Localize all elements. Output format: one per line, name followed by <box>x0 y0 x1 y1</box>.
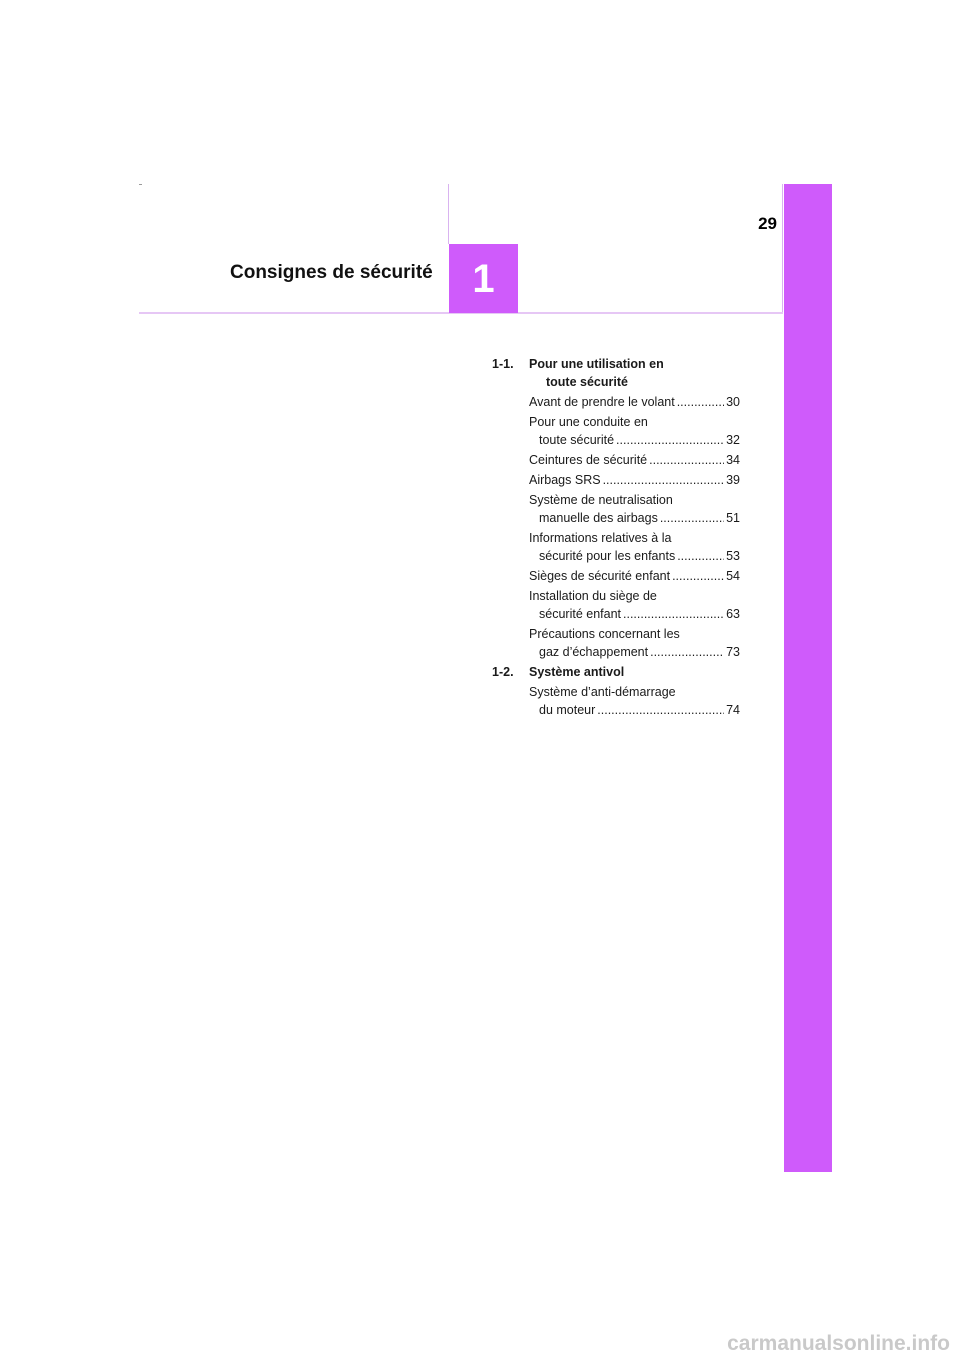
toc-entry-label: Informations relatives à la <box>529 531 672 545</box>
toc-entry-label-cont: sécurité enfant <box>539 607 621 621</box>
chapter-number: 1 <box>472 256 495 301</box>
toc-section-title-line2: toute sécurité <box>546 375 628 389</box>
toc-entry-page: 74 <box>726 703 740 717</box>
toc-entry-page: 30 <box>726 395 740 409</box>
watermark: carmanualsonline.info <box>727 1332 950 1355</box>
toc-dot-leader <box>650 643 724 661</box>
toc-entry-label: Sièges de sécurité enfant <box>529 569 671 583</box>
toc-entry-avant-de-prendre-le-volant[interactable] <box>529 393 740 411</box>
toc-entry-page: 53 <box>726 549 740 563</box>
toc-section-1-1[interactable] <box>492 355 740 391</box>
toc-entry-pour-une-conduite[interactable] <box>529 413 740 449</box>
page-number: 29 <box>758 214 777 233</box>
toc-entry-label: Airbags SRS <box>529 473 601 487</box>
header-divider-right <box>782 184 783 312</box>
toc-section-title <box>492 355 740 391</box>
toc-entry-neutralisation-airbags[interactable] <box>529 491 740 527</box>
toc-dot-leader <box>603 471 725 489</box>
toc-entry-label: Ceintures de sécurité <box>529 453 648 467</box>
header-divider-vertical <box>448 184 449 244</box>
toc-dot-leader <box>616 431 724 449</box>
toc-entry-label-cont: manuelle des airbags <box>539 511 658 525</box>
toc-entry-sieges-enfant[interactable] <box>529 567 740 585</box>
toc-entry-page: 54 <box>726 569 740 583</box>
toc-entry-anti-demarrage[interactable] <box>529 683 740 719</box>
toc-dot-leader <box>672 567 724 585</box>
toc-entry-page: 34 <box>726 453 740 467</box>
toc-dot-leader <box>677 547 724 565</box>
crop-mark <box>139 184 142 185</box>
toc-entry-label-cont: gaz d’échappement <box>539 645 649 659</box>
chapter-side-tab <box>784 184 832 1172</box>
toc-entry-page: 32 <box>726 433 740 447</box>
toc-section-title-line1: Système antivol <box>529 665 625 679</box>
table-of-contents <box>492 355 740 721</box>
toc-dot-leader <box>623 605 724 623</box>
toc-section-number: 1-2. <box>492 665 514 679</box>
toc-entry-ceintures[interactable] <box>529 451 740 469</box>
toc-dot-leader <box>649 451 724 469</box>
toc-entry-installation-siege[interactable] <box>529 587 740 623</box>
toc-entry-label: Précautions concernant les <box>529 627 680 641</box>
toc-entry-label: Système de neutralisation <box>529 493 673 507</box>
toc-entry-label-cont: du moteur <box>539 703 596 717</box>
toc-section-title <box>492 663 740 681</box>
toc-section-1-2[interactable] <box>492 663 740 681</box>
toc-dot-leader <box>677 393 724 411</box>
chapter-number-box <box>449 244 518 313</box>
toc-entry-page: 51 <box>726 511 740 525</box>
toc-entry-page: 39 <box>726 473 740 487</box>
toc-entry-label: Système d’anti-démarrage <box>529 685 676 699</box>
toc-entry-airbags-srs[interactable] <box>529 471 740 489</box>
toc-entry-label: Avant de prendre le volant <box>529 395 675 409</box>
toc-dot-leader <box>660 509 724 527</box>
toc-section-number: 1-1. <box>492 357 514 371</box>
chapter-title: Consignes de sécurité <box>230 262 433 283</box>
toc-entry-label: Pour une conduite en <box>529 415 648 429</box>
toc-entry-gaz-echappement[interactable] <box>529 625 740 661</box>
toc-entry-label: Installation du siège de <box>529 589 657 603</box>
toc-entry-page: 63 <box>726 607 740 621</box>
toc-entry-label-cont: sécurité pour les enfants <box>539 549 676 563</box>
toc-entry-securite-enfants[interactable] <box>529 529 740 565</box>
toc-entry-page: 73 <box>726 645 740 659</box>
toc-entry-label-cont: toute sécurité <box>539 433 615 447</box>
toc-dot-leader <box>597 701 724 719</box>
toc-section-title-line1: Pour une utilisation en <box>529 357 664 371</box>
